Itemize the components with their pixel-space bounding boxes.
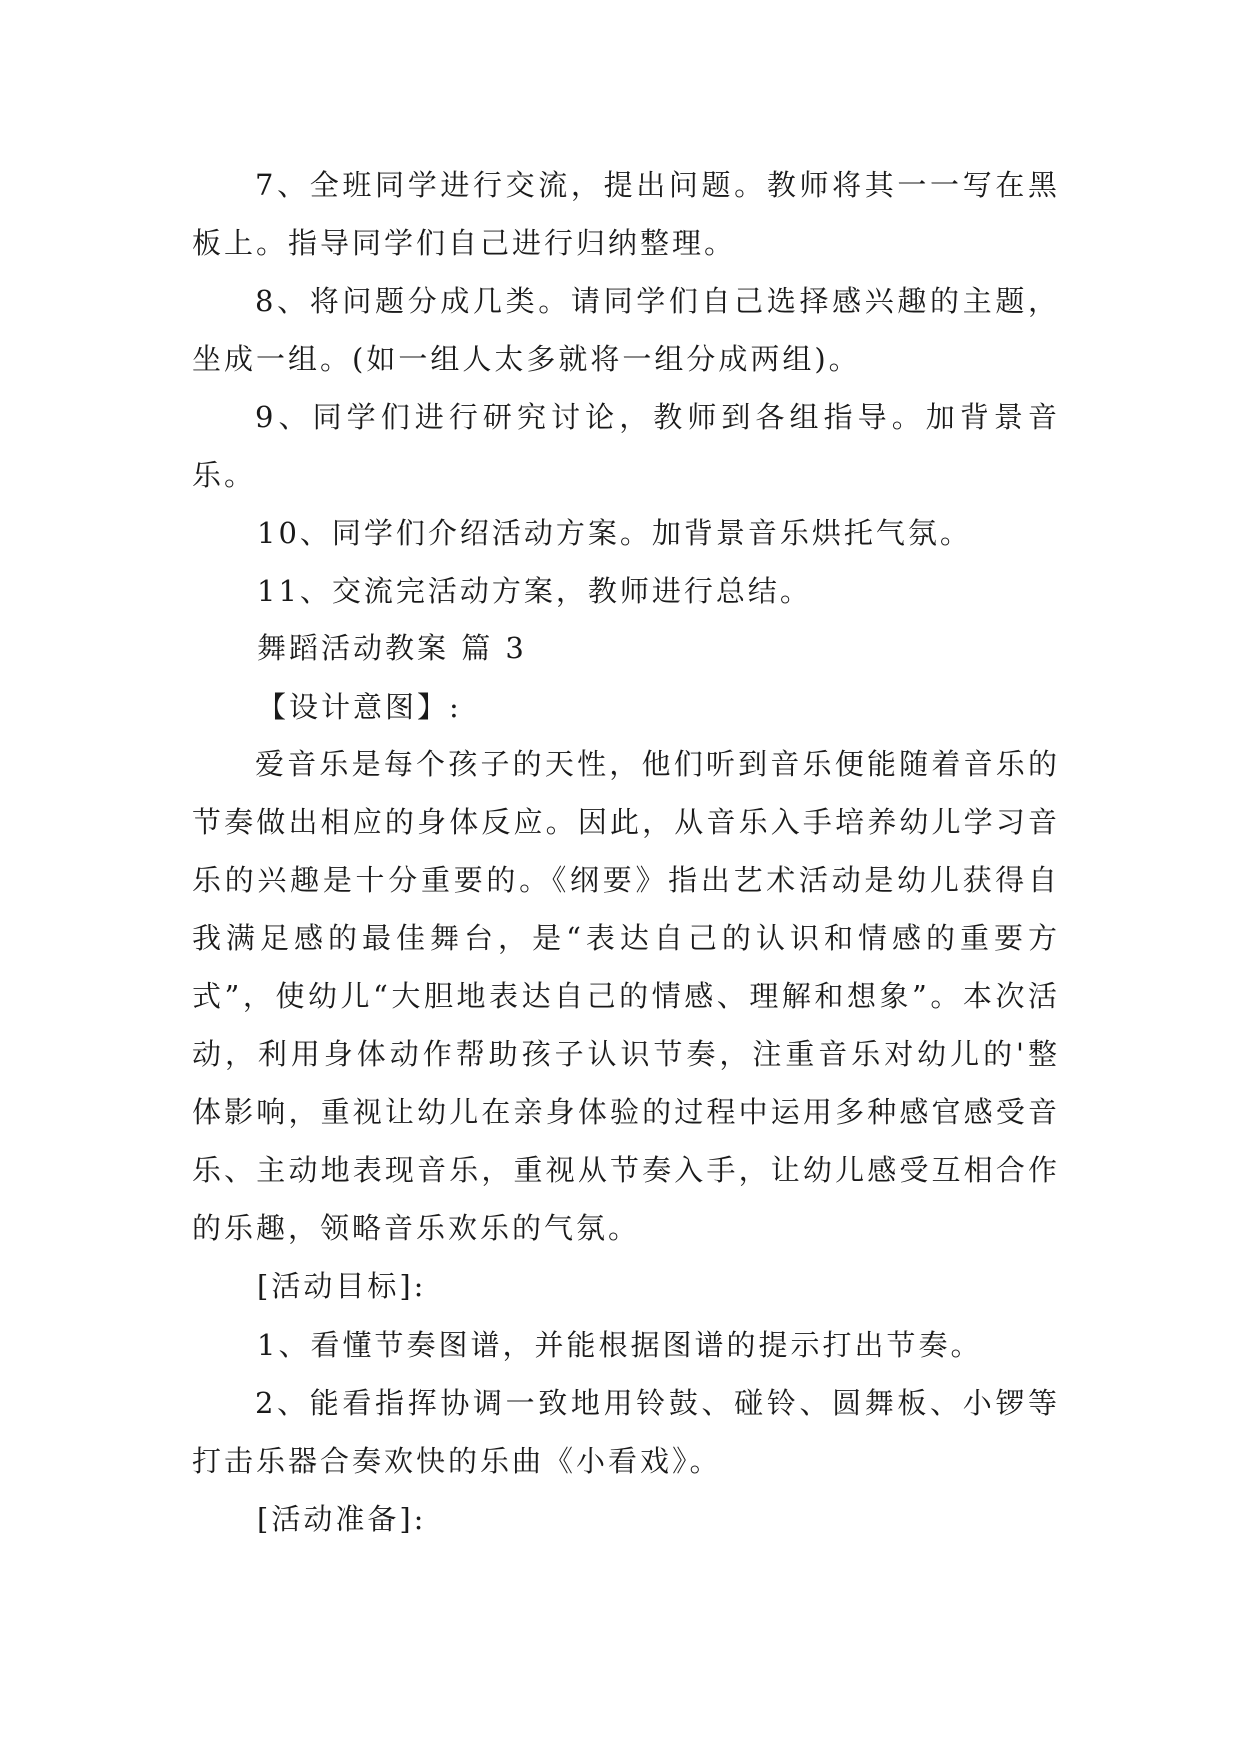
activity-goals-label: [活动目标]:	[257, 1269, 427, 1303]
design-intent-body: 爱音乐是每个孩子的天性，他们听到音乐便能随着音乐的节奏做出相应的身体反应。因此，从音乐入手培养幼儿学习音乐的兴趣是十分重要的。《纲要》指出艺术活动是幼儿获得自我满足感的最佳舞台，是“表达自己的认识和情感的重要方式”，使幼儿“大胆地表达自己的情感、理解和想象”。本次活动，利用身体动作帮助孩子认识节奏，注重音乐对幼儿的'整体影响，重视让幼儿在亲身体验的过程中运用多种感官感受音乐、主动地表现音乐，重视从节奏入手，让幼儿感受互相合作的乐趣，领略音乐欢乐的气氛。	[192, 747, 1060, 1245]
section-heading: 舞蹈活动教案 篇 3	[257, 631, 527, 665]
activity-goal-2: 2、能看指挥协调一致地用铃鼓、碰铃、圆舞板、小锣等打击乐器合奏欢快的乐曲《小看戏》。	[192, 1386, 1060, 1478]
activity-prep-label: [活动准备]:	[257, 1502, 427, 1536]
design-intent-label: 【设计意图】:	[257, 690, 462, 724]
activity-goal-1: 1、看懂节奏图谱，并能根据图谱的提示打出节奏。	[257, 1328, 983, 1362]
paragraph-step-8: 8、将问题分成几类。请同学们自己选择感兴趣的主题，坐成一组。(如一组人太多就将一组分成两组)。	[192, 284, 1060, 376]
paragraph-step-11: 11、交流完活动方案，教师进行总结。	[257, 574, 812, 608]
paragraph-step-7: 7、全班同学进行交流，提出问题。教师将其一一写在黑板上。指导同学们自己进行归纳整理。	[192, 168, 1060, 260]
paragraph-step-9: 9、同学们进行研究讨论，教师到各组指导。加背景音乐。	[192, 400, 1060, 492]
paragraph-step-10: 10、同学们介绍活动方案。加背景音乐烘托气氛。	[257, 516, 972, 550]
